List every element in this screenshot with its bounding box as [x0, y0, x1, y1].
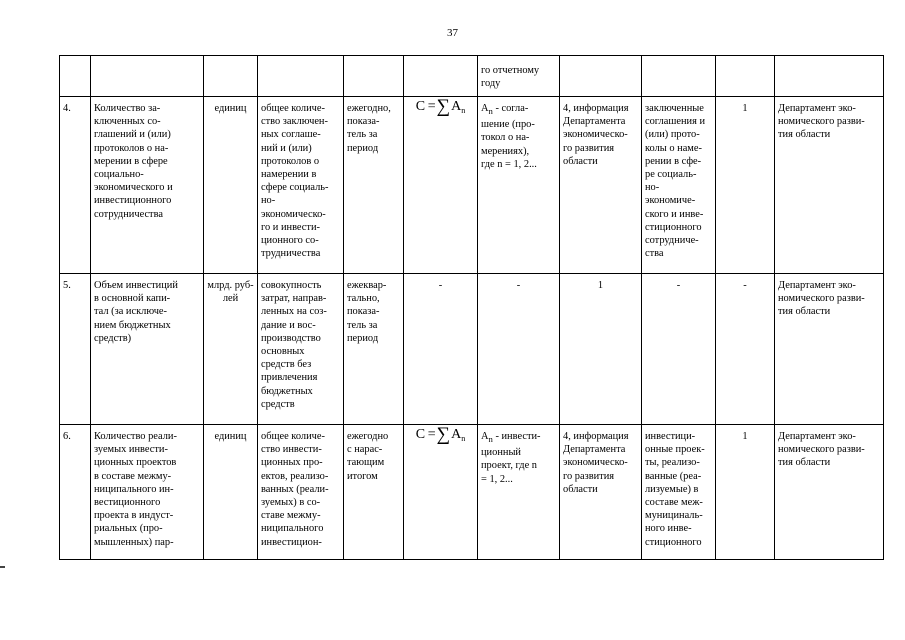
source-cell: 4, информация Департамента экономическо- го развития области: [560, 425, 642, 560]
definition-cell: общее количе- ство инвести- ционных про- ектов, реализо- ванных (реали- зуемых) в со- ставе межму- ниципального инвестицион-: [258, 425, 344, 560]
periodicity-cell: ежегодно с нарас- тающим итогом: [344, 425, 404, 560]
object-cell: -: [642, 274, 716, 425]
periodicity-cell: ежеквар- тально, показа- тель за период: [344, 274, 404, 425]
source-cell: 4, информация Департамента экономическо- го развития области: [560, 97, 642, 274]
table-cell: [60, 56, 91, 97]
table-row: [60, 97, 884, 274]
indicators-table: [59, 55, 884, 560]
responsible-cell: Департамент эко- номического разви- тия области: [775, 97, 884, 274]
indicator-name: Количество за- ключенных со- глашений и (или) протоколов о на- мерении в сфере социально- экономического и инвестиционного сотрудничества: [91, 97, 204, 274]
formula-subscript: n: [461, 106, 466, 116]
table-cell: [716, 56, 775, 97]
formula-cell: -: [404, 274, 478, 425]
formula-lhs: C: [415, 99, 426, 114]
sum-symbol: ∑: [436, 96, 451, 117]
definition-cell: совокупность затрат, направ- ленных на соз- дание и вос- производство основных средств без привлечения бюджетных средств: [258, 274, 344, 425]
formula-lhs: C: [415, 427, 426, 442]
formula-var: A: [451, 99, 462, 114]
unit-cell: млрд. руб- лей: [204, 274, 258, 425]
method-cell: -: [716, 274, 775, 425]
periodicity-cell: ежегодно, показа- тель за период: [344, 97, 404, 274]
table-cell: [775, 56, 884, 97]
formula-cell: [404, 425, 478, 560]
row-number: 5.: [60, 274, 91, 425]
unit-cell: единиц: [204, 97, 258, 274]
object-cell: инвестици- онные проек- ты, реализо- ванные (реа- лизуемые) в составе меж- мунициналь- ного инве- стиционного: [642, 425, 716, 560]
table-row: [60, 56, 884, 97]
variables-cell: -: [478, 274, 560, 425]
table-cell: [642, 56, 716, 97]
variable-subscript: n: [488, 106, 493, 117]
scan-edge-mark: [0, 566, 5, 568]
table-cell: [560, 56, 642, 97]
sum-symbol: ∑: [436, 424, 451, 445]
unit-cell: единиц: [204, 425, 258, 560]
indicator-name: Объем инвестиций в основной капи- тал (за исключе- нием бюджетных средств): [91, 274, 204, 425]
method-cell: 1: [716, 425, 775, 560]
variable-description: - инвести- ционный проект, где n = 1, 2...: [481, 431, 541, 485]
variables-cell: [478, 425, 560, 560]
table-cell: [204, 56, 258, 97]
variable-symbol: A: [481, 103, 489, 114]
table-cell: [344, 56, 404, 97]
page-number: 37: [447, 27, 458, 39]
formula-equals: =: [427, 427, 436, 442]
variable-symbol: A: [481, 431, 489, 442]
table-cell: [258, 56, 344, 97]
table-row: [60, 274, 884, 425]
object-cell: заключенные соглашения и (или) прото- колы о наме- рении в сфе- ре социаль- но- экономиче- ского и инве- стиционного сотрудниче- ства: [642, 97, 716, 274]
table-row: [60, 425, 884, 560]
formula-var: A: [451, 427, 462, 442]
responsible-cell: Департамент эко- номического разви- тия области: [775, 425, 884, 560]
formula-cell: [404, 97, 478, 274]
indicator-name: Количество реали- зуемых инвести- ционных проектов в составе межму- ниципального ин- вестиционного проекта в индуст- риальных (про- мышленных) пар-: [91, 425, 204, 560]
variable-description: - согла- шение (про- токол о на- мерениях), где n = 1, 2...: [481, 103, 537, 170]
responsible-cell: Департамент эко- номического разви- тия области: [775, 274, 884, 425]
table-cell: [404, 56, 478, 97]
table-cell: го отчетному году: [478, 56, 560, 97]
row-number: 6.: [60, 425, 91, 560]
variable-subscript: n: [488, 434, 493, 445]
source-cell: 1: [560, 274, 642, 425]
formula-subscript: n: [461, 434, 466, 444]
table-cell: [91, 56, 204, 97]
method-cell: 1: [716, 97, 775, 274]
row-number: 4.: [60, 97, 91, 274]
formula-equals: =: [427, 99, 436, 114]
definition-cell: общее количе- ство заключен- ных соглаше- ний и (или) протоколов о намерении в сфере социаль- но- экономическо- го и инвести- ционного со- трудничества: [258, 97, 344, 274]
variables-cell: [478, 97, 560, 274]
